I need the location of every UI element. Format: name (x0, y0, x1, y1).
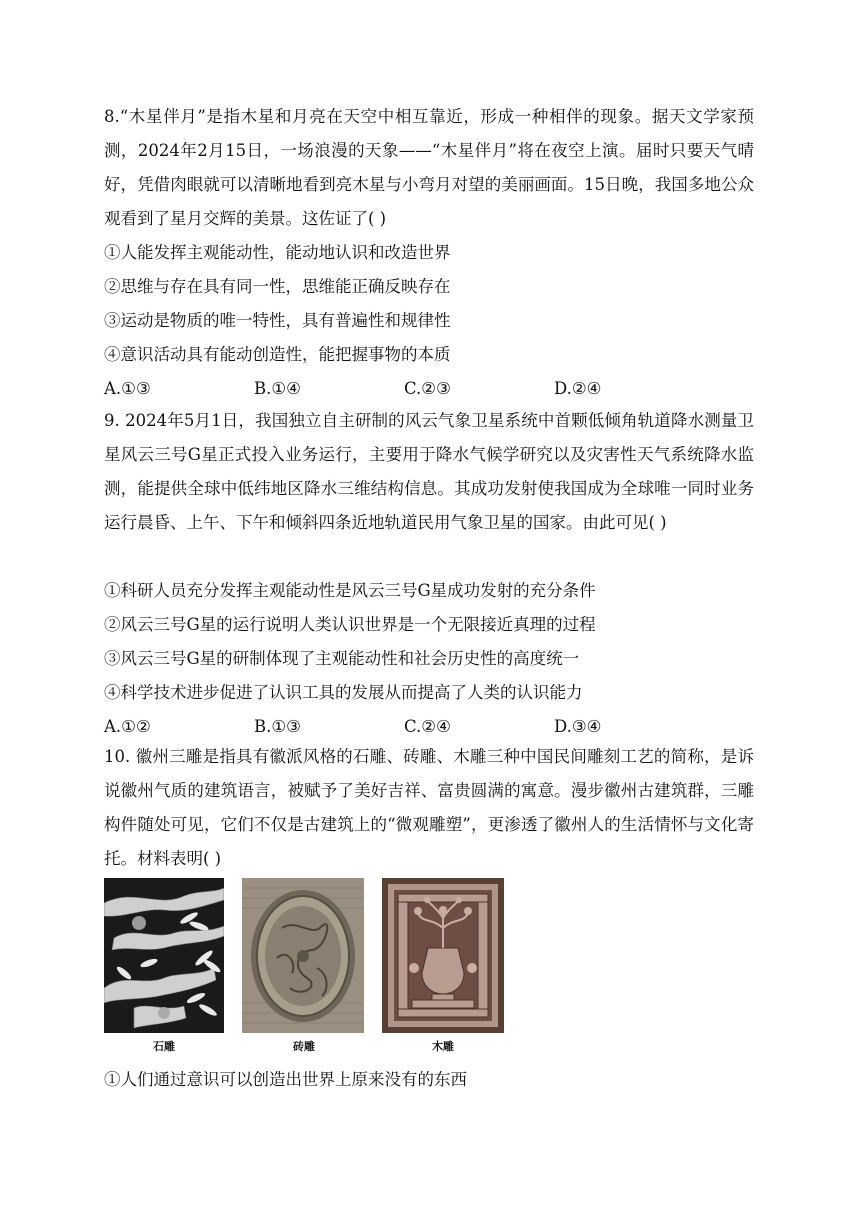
caption-brick-carving: 砖雕 (293, 1040, 315, 1053)
q9-item-2: ②风云三号G星的运行说明人类认识世界是一个无限接近真理的过程 (104, 615, 596, 634)
caption-wood-carving: 木雕 (432, 1040, 454, 1053)
q8-option-c: C.②③ (404, 379, 451, 398)
q10-item-1: ①人们通过意识可以创造出世界上原来没有的东西 (104, 1070, 467, 1089)
three-carvings-figure (104, 878, 504, 1058)
q8-option-b: B.①④ (254, 379, 301, 398)
wood-carving-image (382, 878, 504, 1033)
q9-item-3: ③风云三号G星的研制体现了主观能动性和社会历史性的高度统一 (104, 649, 580, 668)
question-10-stem: 10. 徽州三雕是指具有徽派风格的石雕、砖雕、木雕三种中国民间雕刻工艺的简称，是诉说徽州气质的建筑语言，被赋予了美好吉祥、富贵圆满的寓意。漫步徽州古建筑群，三雕构件随处可见，它们不仅是古建筑上的“微观雕塑”，更渗透了徽州人的生活情怀与文化寄托。材料表明( ) (104, 747, 754, 868)
q8-item-3: ③运动是物质的唯一特性，具有普遍性和规律性 (104, 311, 451, 330)
question-9-stem: 9. 2024年5月1日，我国独立自主研制的风云气象卫星系统中首颗低倾角轨道降水测量卫星风云三号G星正式投入业务运行，主要用于降水气候学研究以及灾害性天气系统降水监测，能提供全球中低纬地区降水三维结构信息。其成功发射使我国成为全球唯一同时业务运行晨昏、上午、下午和倾斜四条近地轨道民用气象卫星的国家。由此可见( ) (104, 411, 754, 532)
q9-option-a: A.①② (104, 717, 151, 736)
q9-option-b: B.①③ (254, 717, 301, 736)
q8-item-4: ④意识活动具有能动创造性，能把握事物的本质 (104, 345, 451, 364)
q8-item-2: ②思维与存在具有同一性，思维能正确反映存在 (104, 277, 451, 296)
q9-item-4: ④科学技术进步促进了认识工具的发展从而提高了人类的认识能力 (104, 683, 583, 702)
q8-item-1: ①人能发挥主观能动性，能动地认识和改造世界 (104, 243, 451, 262)
q8-option-a: A.①③ (104, 379, 151, 398)
q8-option-d: D.②④ (554, 379, 602, 398)
q9-item-1: ①科研人员充分发挥主观能动性是风云三号G星成功发射的充分条件 (104, 581, 596, 600)
brick-carving-image (242, 878, 364, 1033)
question-8-stem: 8.“木星伴月”是指木星和月亮在天空中相互靠近，形成一种相伴的现象。据天文学家预测，2024年2月15日，一场浪漫的天象——“木星伴月”将在夜空上演。届时只要天气晴好，凭借肉眼就可以清晰地看到亮木星与小弯月对望的美丽画面。15日晚，我国多地公众观看到了星月交辉的美景。这佐证了( ) (104, 107, 754, 228)
stone-carving-image (104, 878, 224, 1033)
q9-option-c: C.②④ (404, 717, 451, 736)
caption-stone-carving: 石雕 (153, 1040, 175, 1053)
q9-option-d: D.③④ (554, 717, 602, 736)
